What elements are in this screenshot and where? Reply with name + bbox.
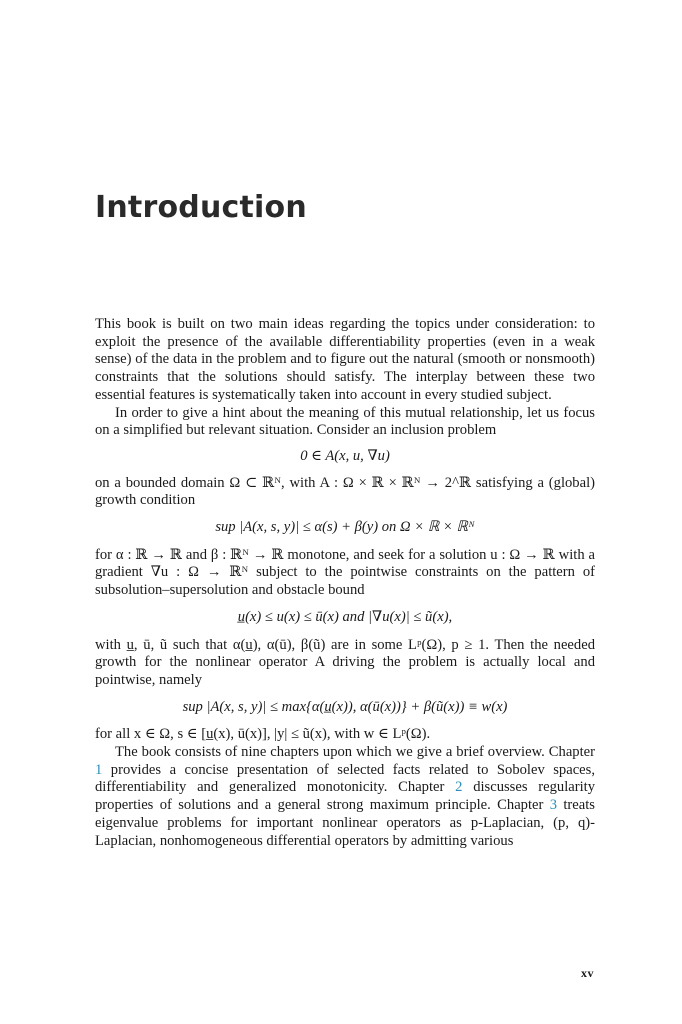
- paragraph-4: for α : ℝ → ℝ and β : ℝᴺ → ℝ monotone, and seek for a solution u : Ω → ℝ with a gradient ∇u : Ω → ℝᴺ subject to the pointwise constraints on the pattern of subsolution–supersolution and obstacle bound: [95, 546, 595, 599]
- chapter-2-link[interactable]: 2: [455, 779, 463, 796]
- p7-text-d: treats eigenvalue problems for important nonlinear operators as p-Laplacian, (p, q)-Laplacian, nonhomogeneous differential operators by admitting various: [95, 797, 595, 849]
- p7-text-c: discusses regularity properties of solutions and a general strong maximum principle. Chapter: [95, 779, 595, 814]
- paragraph-6: for all x ∈ Ω, s ∈ [u̲(x), ū(x)], |y| ≤ ũ(x), with w ∈ Lᵖ(Ω).: [95, 726, 431, 743]
- equation-growth-global: sup |A(x, s, y)| ≤ α(s) + β(y) on Ω × ℝ × ℝᴺ: [215, 519, 475, 536]
- paragraph-3: on a bounded domain Ω ⊂ ℝᴺ, with A : Ω × ℝ × ℝᴺ → 2^ℝ satisfying a (global) growth condition: [95, 474, 595, 509]
- p7-text-b: provides a concise presentation of selected facts related to Sobolev spaces, differentiability and generalized monotonicity. Chapter: [95, 761, 595, 796]
- equation-inclusion: 0 ∈ A(x, u, ∇u): [300, 447, 390, 464]
- chapter-3-link[interactable]: 3: [549, 797, 558, 814]
- body-text: [95, 316, 595, 850]
- page-number: xv: [581, 966, 594, 980]
- paragraph-5: with u̲, ū, ũ such that α(u̲), α(ū), β(ũ) are in some Lᵖ(Ω), p ≥ 1. Then the needed growth for the nonlinear operator A driving the problem is actually local and pointwise, namely: [95, 636, 595, 688]
- chapter-1-link[interactable]: 1: [95, 761, 103, 778]
- paragraph-2: In order to give a hint about the meaning of this mutual relationship, let us focus on a simplified but relevant situation. Consider an inclusion problem: [95, 404, 595, 439]
- p7-text-a: The book consists of nine chapters upon which we give a brief overview. Chapter: [115, 744, 595, 761]
- chapter-title: Introduction: [95, 190, 307, 225]
- paragraph-1: This book is built on two main ideas regarding the topics under consideration: to exploit the presence of the available differentiability properties (even in a weak sense) of the data in the problem and to figure out the natural (smooth or nonsmooth) constraints that the solutions should satisfy. The interplay between these two essential features is systematically taken into account in every studied subject.: [95, 316, 595, 403]
- paragraph-7: [95, 744, 595, 850]
- equation-growth-local: sup |A(x, s, y)| ≤ max{α(u̲(x)), α(ū(x))} + β(ũ(x)) ≡ w(x): [182, 698, 508, 715]
- equation-constraints: u̲(x) ≤ u(x) ≤ ū(x) and |∇u(x)| ≤ ũ(x),: [237, 608, 453, 625]
